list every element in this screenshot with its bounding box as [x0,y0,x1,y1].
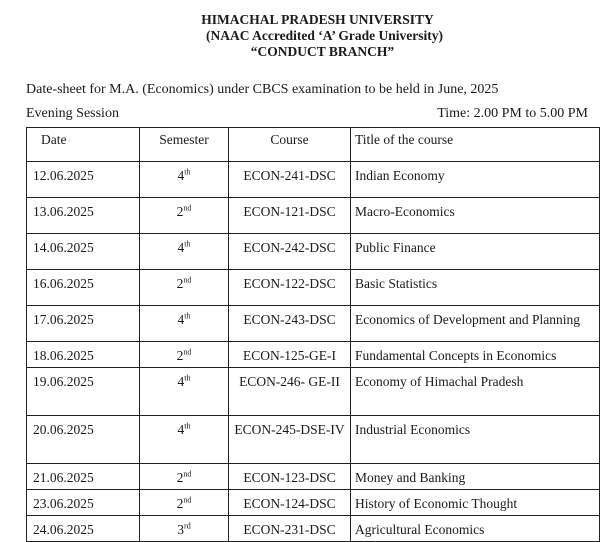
row-semester: 4th [140,162,229,198]
row-date: 12.06.2025 [27,162,140,198]
header-semester: Semester [140,128,229,162]
row-course: ECON-124-DSC [229,490,351,516]
row-title: Indian Economy [351,162,600,198]
row-title: History of Economic Thought [351,490,600,516]
row-title: Industrial Economics [351,416,600,464]
table-row [27,270,600,306]
accreditation-line: (NAAC Accredited ‘A’ Grade University) [206,28,443,43]
row-title: Macro-Economics [351,198,600,234]
row-semester: 2nd [140,342,229,368]
row-date: 16.06.2025 [27,270,140,306]
row-semester: 4th [140,234,229,270]
university-name: HIMACHAL PRADESH UNIVERSITY [201,12,434,27]
row-date: 19.06.2025 [27,368,140,416]
row-course: ECON-246- GE-II [229,368,351,416]
row-course: ECON-243-DSC [229,306,351,342]
row-date: 21.06.2025 [27,464,140,490]
table-row [27,516,600,542]
header-title: Title of the course [351,128,600,162]
table-header-row [27,128,600,162]
row-title: Public Finance [351,234,600,270]
table-row [27,490,600,516]
row-semester: 2nd [140,490,229,516]
row-semester: 4th [140,306,229,342]
table-row [27,416,600,464]
row-title: Economy of Himachal Pradesh [351,368,600,416]
row-course: ECON-245-DSE-IV [229,416,351,464]
row-semester: 2nd [140,270,229,306]
datesheet-intro: Date-sheet for M.A. (Economics) under CBCS examination to be held in June, 2025 [26,82,499,97]
session-label: Evening Session [26,106,119,121]
session-time: Time: 2.00 PM to 5.00 PM [437,106,588,121]
table-row [27,464,600,490]
header-course: Course [229,128,351,162]
row-course: ECON-123-DSC [229,464,351,490]
row-semester: 3rd [140,516,229,542]
row-date: 17.06.2025 [27,306,140,342]
row-title: Basic Statistics [351,270,600,306]
row-date: 23.06.2025 [27,490,140,516]
row-date: 14.06.2025 [27,234,140,270]
row-semester: 4th [140,368,229,416]
row-title: Money and Banking [351,464,600,490]
row-date: 13.06.2025 [27,198,140,234]
row-semester: 2nd [140,464,229,490]
row-date: 24.06.2025 [27,516,140,542]
table-row [27,368,600,416]
row-date: 18.06.2025 [27,342,140,368]
row-title: Agricultural Economics [351,516,600,542]
row-title: Fundamental Concepts in Economics [351,342,600,368]
row-course: ECON-121-DSC [229,198,351,234]
row-course: ECON-241-DSC [229,162,351,198]
row-course: ECON-231-DSC [229,516,351,542]
header-date: Date [27,128,140,162]
table-row [27,234,600,270]
document-header [0,12,605,60]
datesheet-table [26,127,600,542]
row-date: 20.06.2025 [27,416,140,464]
row-course: ECON-122-DSC [229,270,351,306]
row-title: Economics of Development and Planning [351,306,600,342]
branch-name: “CONDUCT BRANCH” [250,44,395,59]
row-course: ECON-242-DSC [229,234,351,270]
table-row [27,342,600,368]
row-semester: 2nd [140,198,229,234]
table-row [27,198,600,234]
table-row [27,162,600,198]
row-course: ECON-125-GE-I [229,342,351,368]
row-semester: 4th [140,416,229,464]
table-row [27,306,600,342]
